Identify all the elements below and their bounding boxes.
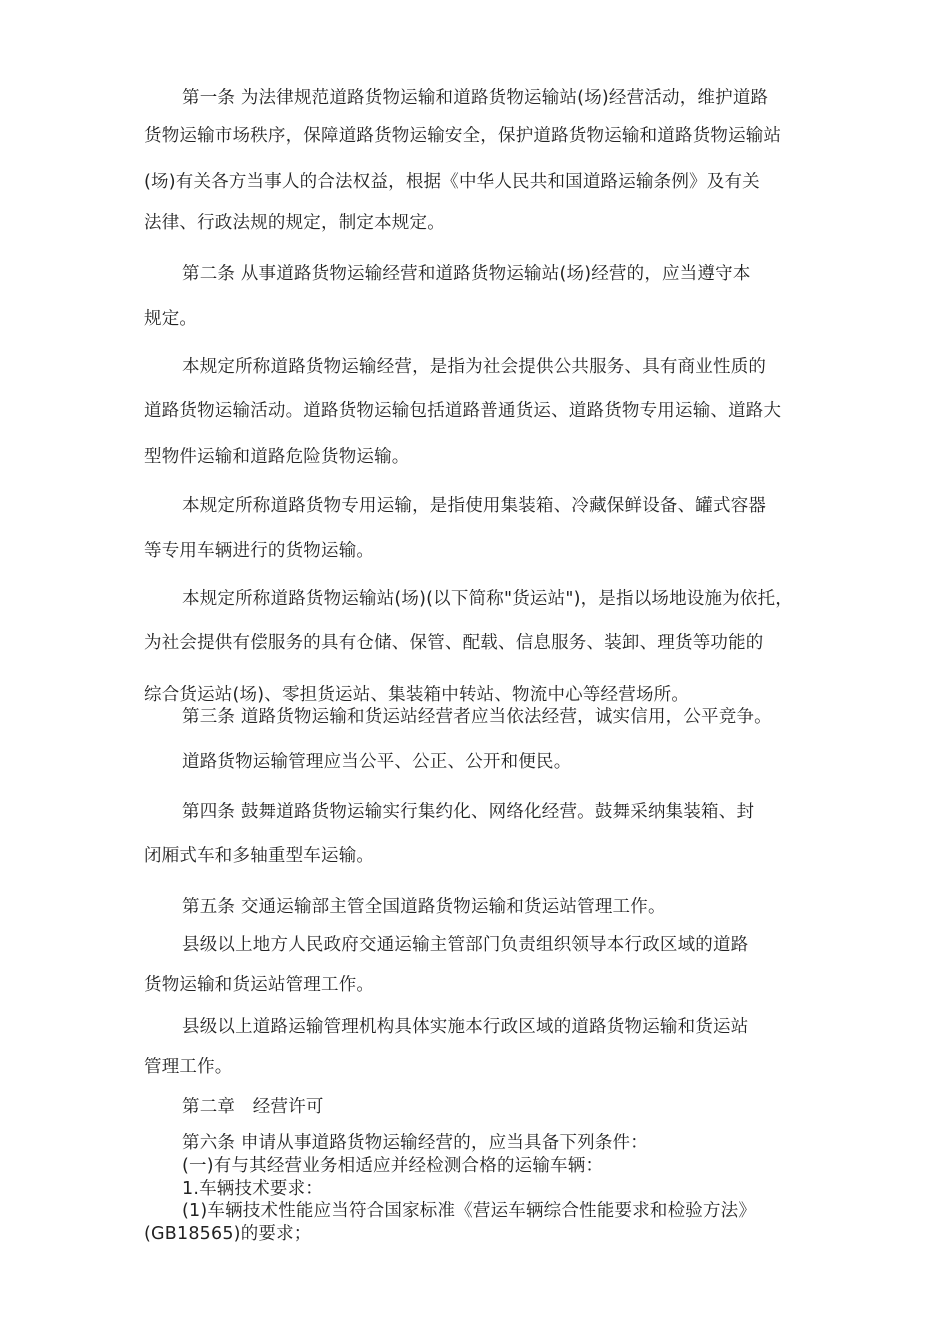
text-line: 第四条 鼓舞道路货物运输实行集约化、网络化经营。鼓舞采纳集装箱、封 <box>182 802 755 822</box>
text-line: 第六条 申请从事道路货物运输经营的，应当具备下列条件： <box>182 1133 648 1153</box>
text-line: 道路货物运输活动。道路货物运输包括道路普通货运、道路货物专用运输、道路大 <box>144 401 782 421</box>
text-line: 为社会提供有偿服务的具有仓储、保管、配载、信息服务、装卸、理货等功能的 <box>144 633 764 653</box>
text-line: 县级以上道路运输管理机构具体实施本行政区域的道路货物运输和货运站 <box>182 1017 749 1037</box>
text-line: (场)有关各方当事人的合法权益，根据《中华人民共和国道路运输条例》及有关 <box>144 172 760 192</box>
text-line: 型物件运输和道路危险货物运输。 <box>144 447 410 467</box>
text-line: 县级以上地方人民政府交通运输主管部门负责组织领导本行政区域的道路 <box>182 935 749 955</box>
text-line: 货物运输市场秩序，保障道路货物运输安全，保护道路货物运输和道路货物运输站 <box>144 126 782 146</box>
text-line: 第三条 道路货物运输和货运站经营者应当依法经营，诚实信用，公平竞争。 <box>182 707 772 727</box>
text-line: 管理工作。 <box>144 1057 233 1077</box>
text-line: 第二条 从事道路货物运输经营和道路货物运输站(场)经营的，应当遵守本 <box>182 264 751 284</box>
text-line: (1)车辆技术性能应当符合国家标准《营运车辆综合性能要求和检验方法》 <box>182 1201 757 1221</box>
text-line: 本规定所称道路货物专用运输，是指使用集装箱、冷藏保鲜设备、罐式容器 <box>182 496 767 516</box>
text-line: 货物运输和货运站管理工作。 <box>144 975 375 995</box>
text-line: (GB18565)的要求； <box>144 1224 312 1244</box>
text-line: 1.车辆技术要求： <box>182 1179 323 1199</box>
text-line: 本规定所称道路货物运输经营，是指为社会提供公共服务、具有商业性质的 <box>182 357 767 377</box>
text-line: 规定。 <box>144 309 198 329</box>
text-line: 道路货物运输管理应当公平、公正、公开和便民。 <box>182 752 572 772</box>
text-line: 综合货运站(场)、零担货运站、集装箱中转站、物流中心等经营场所。 <box>144 685 690 705</box>
text-line: 法律、行政法规的规定，制定本规定。 <box>144 213 445 233</box>
text-line: 第一条 为法律规范道路货物运输和道路货物运输站(场)经营活动，维护道路 <box>182 88 769 108</box>
text-line: 第五条 交通运输部主管全国道路货物运输和货运站管理工作。 <box>182 897 666 917</box>
text-line: 等专用车辆进行的货物运输。 <box>144 541 375 561</box>
chapter-heading: 第二章 经营许可 <box>182 1097 324 1117</box>
text-line: 闭厢式车和多轴重型车运输。 <box>144 846 375 866</box>
text-line: (一)有与其经营业务相适应并经检测合格的运输车辆： <box>182 1156 604 1176</box>
text-line: 本规定所称道路货物运输站(场)(以下简称"货运站")，是指以场地设施为依托， <box>182 589 794 609</box>
